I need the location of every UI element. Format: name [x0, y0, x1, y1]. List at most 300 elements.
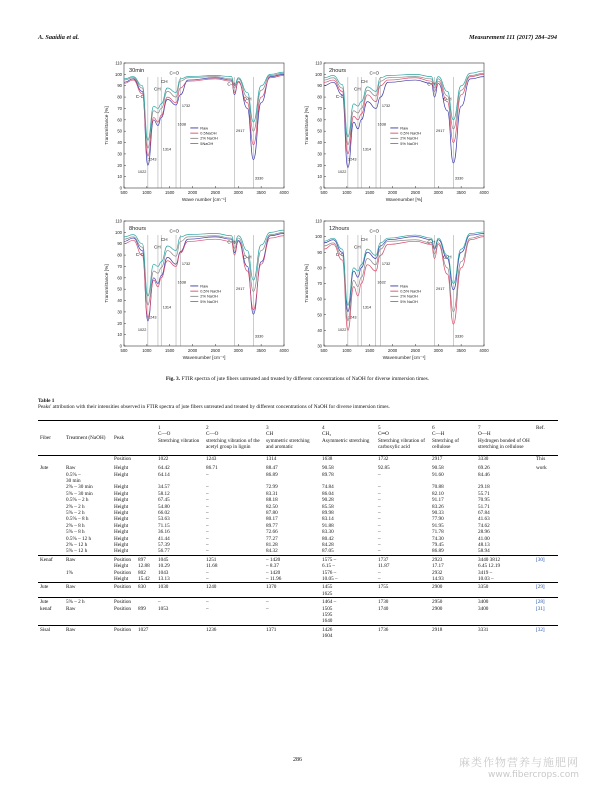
x-tick-label: 2000 — [187, 348, 198, 353]
cell-col-6: 71.78 — [432, 529, 444, 536]
cell-col-2: – — [206, 548, 209, 555]
cell-fiber: kenaf — [40, 605, 52, 612]
cell-col-3: 72.66 — [266, 529, 278, 536]
th-peak: Peak — [114, 434, 125, 441]
x-tick-label: 1000 — [342, 348, 352, 353]
cell-col-3: 77.27 — [266, 535, 278, 542]
cell-col-7: 3400 — [478, 605, 489, 612]
cell-treatment — [64, 455, 112, 465]
table-caption-text: Peaks' attribution with their intensities observed in FTIR spectra of jute fibers untreated and treated by different concentrations of NaOH for diverse immersion times. — [38, 404, 390, 410]
cell-col-4: 80.42 — [322, 535, 334, 542]
peak-label: 1314 — [362, 305, 372, 310]
ftir-panel-12hours — [300, 213, 490, 363]
cell-col-3: 82.50 — [266, 503, 278, 510]
cell-col-1: 36.16 — [158, 529, 170, 536]
cell-col-7: 69.26 — [478, 465, 490, 472]
y-tick-label: 50 — [117, 286, 122, 292]
x-tick-label: 3000 — [233, 190, 243, 195]
cell-extra — [136, 591, 156, 598]
cell-col-2: – — [206, 535, 209, 542]
y-tick-label: 0 — [119, 343, 122, 349]
cell-col-5: – — [378, 471, 381, 478]
cell-fiber: Sisal — [40, 626, 51, 633]
y-tick-label: 70 — [117, 105, 122, 111]
cell-col-6: 2923 — [432, 556, 443, 563]
cell-col-3: 87.80 — [266, 509, 278, 516]
cell-col-7: 3400 — [478, 599, 489, 606]
cell-treatment: 5% – 30 min — [66, 490, 93, 497]
legend-entry: 2% NaOH — [400, 293, 418, 299]
cell-col-7: 41.00 — [478, 535, 490, 542]
peak-label: 1243 — [348, 157, 357, 162]
cell-col-6: 91.17 — [432, 497, 444, 504]
cell-ref: [30] — [536, 556, 545, 563]
cell-peak: Height — [114, 563, 129, 570]
band-label: O-H — [443, 254, 452, 260]
x-tick-label: 2000 — [387, 190, 398, 195]
cell-col-1 — [156, 591, 204, 598]
cell-extra — [136, 618, 156, 625]
y-tick-label: 70 — [317, 281, 322, 286]
cell-col-6: 86.89 — [432, 548, 444, 555]
y-tick-label: 80 — [317, 94, 322, 100]
cell-treatment: Raw — [66, 465, 76, 472]
peak-label: 1022 — [137, 328, 147, 332]
x-tick-label: 4000 — [479, 348, 489, 353]
cell-col-5: 1740 — [378, 605, 389, 612]
cell-peak: Position — [114, 584, 132, 591]
cell-peak: Height — [114, 522, 129, 529]
cell-col-2: 11.68 — [206, 563, 218, 570]
cell-col-3: 1371 — [266, 626, 277, 633]
cell-treatment: 5% – 12 h — [66, 548, 88, 555]
cell-treatment — [64, 633, 112, 639]
cell-peak: Position — [114, 569, 132, 576]
peak-label: 2917 — [235, 128, 245, 133]
cell-col-6: 91.95 — [432, 522, 444, 529]
cell-col-7: 3440 3812 — [478, 556, 501, 563]
cell-col-4: 1595 — [322, 612, 333, 619]
x-tick-label: 500 — [320, 348, 328, 353]
panel-title: 2hours — [329, 68, 347, 74]
cell-col-6 — [430, 591, 476, 598]
cell-col-5: 1737 — [378, 556, 389, 563]
y-tick-label: 50 — [117, 128, 122, 134]
cell-col-1: 64.14 — [158, 471, 170, 478]
x-axis-label: Wavenumber [cm⁻¹] — [382, 356, 426, 361]
legend-entry: Raw — [400, 283, 409, 289]
panel-title: 30min — [129, 68, 145, 74]
cell-col-4: 86.04 — [322, 490, 334, 497]
cell-col-1: 13.13 — [158, 576, 170, 583]
cell-col-3: – 8.37 — [266, 563, 279, 570]
peak-label: 1314 — [162, 305, 172, 310]
cell-peak: Height — [114, 516, 129, 523]
y-tick-label: 90 — [117, 241, 122, 247]
cell-fiber — [38, 455, 64, 465]
cell-col-5: 92.85 — [378, 465, 390, 472]
cell-ref: work — [536, 465, 547, 472]
cell-col-5: – — [378, 548, 381, 555]
y-tick-label: 90 — [317, 83, 322, 89]
table-row — [38, 576, 558, 583]
cell-col-3: 84.32 — [266, 548, 278, 555]
th-col-4: 4 CH₃ Asymmetric stretching — [322, 425, 370, 444]
x-tick-label: 3000 — [433, 190, 443, 195]
cell-fiber — [38, 591, 64, 598]
y-tick-label: 100 — [315, 71, 322, 77]
cell-peak: Height — [114, 509, 129, 516]
th-treatment: Treatment (NaOH) — [66, 434, 106, 441]
cell-col-3: 89.77 — [266, 522, 278, 529]
cell-col-3: 83.31 — [266, 490, 278, 497]
cell-col-3: 88.18 — [266, 497, 278, 504]
table-row — [38, 548, 558, 555]
cell-col-5: – — [378, 522, 381, 529]
cell-col-1: 1045 — [158, 556, 169, 563]
table-row — [38, 455, 558, 465]
y-tick-label: 30 — [117, 151, 122, 157]
cell-col-2: 1240 — [206, 584, 217, 591]
peak-label: 1314 — [162, 147, 172, 152]
legend-entry: 5% NaOH — [400, 140, 418, 146]
cell-col-5: 11.87 — [378, 563, 390, 570]
cell-col-3 — [264, 591, 320, 598]
cell-treatment: 0.5% – 12 h — [66, 535, 92, 542]
cell-extra: 1027 — [138, 626, 149, 633]
x-tick-label: 3000 — [433, 348, 443, 353]
band-label: C=O — [169, 70, 180, 76]
y-tick-label: 10 — [317, 174, 322, 180]
cell-col-7: 51.71 — [478, 503, 490, 510]
cell-col-3: 1314 — [264, 455, 320, 465]
cell-col-1: 64.42 — [158, 465, 170, 472]
cell-col-2 — [204, 633, 264, 639]
cell-col-3: 86.89 — [266, 471, 278, 478]
cell-col-2: – — [206, 542, 209, 548]
x-tick-label: 2500 — [410, 348, 421, 353]
legend-entry: 5% NaOH — [200, 298, 218, 304]
cell-col-5 — [376, 633, 430, 639]
cell-col-4: 89.78 — [322, 471, 334, 478]
cell-col-7: 84.46 — [478, 471, 490, 478]
cell-treatment: Raw — [66, 626, 76, 633]
cell-col-7 — [476, 618, 534, 625]
cell-col-4: 74.84 — [322, 484, 334, 491]
cell-peak: Position — [114, 605, 132, 612]
th-col-3: 3 CH symmetric stretching and aromatic — [266, 425, 310, 451]
ftir-chart-2hours — [300, 55, 490, 205]
cell-col-6: 79.45 — [432, 542, 444, 548]
cell-fiber — [38, 618, 64, 625]
cell-col-6: 82.10 — [432, 490, 444, 497]
y-tick-label: 10 — [117, 174, 122, 180]
cell-col-2: – — [206, 484, 209, 491]
cell-col-4: 84.28 — [322, 542, 334, 548]
band-label: C-H — [227, 81, 236, 87]
page-number: 286 — [293, 757, 302, 763]
peak-label: 2917 — [435, 286, 445, 291]
cell-col-5: – — [378, 509, 381, 516]
cell-col-1: 58.12 — [158, 490, 170, 497]
cell-col-2: – — [206, 522, 209, 529]
cell-extra — [136, 455, 156, 465]
y-tick-label: 10 — [117, 332, 122, 338]
cell-col-5: 1732 — [376, 455, 430, 465]
cell-fiber — [38, 576, 64, 583]
x-tick-label: 3000 — [233, 348, 243, 353]
y-tick-label: 110 — [315, 60, 322, 66]
cell-treatment — [64, 618, 112, 625]
cell-peak: Height — [114, 471, 129, 478]
cell-col-5 — [376, 618, 430, 625]
cell-treatment: Raw — [66, 584, 76, 591]
cell-col-6: 2932 — [432, 569, 443, 576]
cell-col-2 — [204, 618, 264, 625]
peak-label: 3330 — [254, 334, 264, 339]
band-label: C-O — [335, 94, 345, 99]
peak-label: 1732 — [181, 261, 191, 266]
cell-peak — [112, 633, 136, 639]
x-tick-label: 3500 — [256, 348, 266, 353]
table-label: Table 1 — [38, 398, 55, 404]
cell-peak: Height — [114, 529, 129, 536]
band-label: CH — [360, 79, 368, 84]
cell-col-4: 6.15 – — [322, 563, 335, 570]
ftir-panel-30min — [100, 55, 290, 205]
peak-label: 1732 — [381, 103, 391, 108]
cell-extra — [136, 548, 156, 555]
cell-col-6: 74.30 — [432, 535, 444, 542]
y-tick-label: 110 — [115, 60, 122, 66]
cell-col-2: – — [206, 509, 209, 516]
table-row — [38, 618, 558, 625]
y-axis-label: Transmittance [%] — [105, 106, 110, 145]
cell-col-7: 3350 — [478, 584, 489, 591]
cell-col-7: 10.03 – — [478, 576, 494, 583]
th-fiber: Fiber — [40, 434, 51, 441]
y-tick-label: 80 — [117, 252, 122, 258]
y-tick-label: 110 — [115, 218, 122, 224]
band-label: CH — [154, 244, 161, 250]
cell-treatment: 2% – 8 h — [66, 522, 85, 529]
cell-col-6: 77.90 — [432, 516, 444, 523]
peak-label: 2917 — [435, 128, 445, 133]
cell-col-2: – — [206, 503, 209, 510]
cell-treatment: Raw — [66, 556, 76, 563]
table-row — [38, 633, 558, 639]
x-tick-label: 4000 — [279, 348, 289, 353]
legend-entry: 0,5% NaOH — [400, 130, 422, 136]
cell-col-6: 70.88 — [432, 484, 444, 491]
cell-peak — [112, 591, 136, 598]
cell-col-7: 29.18 — [478, 484, 490, 491]
cell-col-1: 71.15 — [158, 522, 170, 529]
cell-col-5: – — [378, 484, 381, 491]
cell-col-4: 1625 — [322, 590, 333, 597]
y-tick-label: 70 — [317, 105, 322, 111]
legend-entry: 2% NaOH — [200, 135, 218, 141]
y-tick-label: 50 — [317, 312, 322, 318]
th-col-1: 1 C—O Stretching vibration — [158, 425, 200, 444]
cell-col-4: 1455 — [322, 584, 333, 591]
cell-col-1: 1022 — [156, 455, 204, 465]
cell-col-2: – — [206, 471, 209, 478]
y-tick-label: 20 — [117, 320, 122, 326]
cell-col-6: 14.93 — [432, 576, 444, 583]
cell-col-7: 48.13 — [478, 542, 490, 548]
peak-label: 1638 — [377, 122, 386, 127]
table-header-row — [38, 421, 558, 455]
th-ref: Ref. — [536, 425, 545, 431]
running-header-authors: A. Saaidia et al. — [38, 34, 80, 41]
cell-col-5: – — [378, 516, 381, 523]
cell-col-6: 2950 — [432, 599, 443, 606]
cell-col-3 — [264, 618, 320, 625]
legend-entry: 2% NaOH — [400, 135, 418, 141]
cell-col-5: – — [378, 569, 381, 576]
cell-peak: Position — [114, 599, 132, 606]
y-tick-label: 30 — [317, 151, 322, 157]
cell-col-4: 1640 — [322, 618, 333, 625]
cell-col-5: – — [378, 529, 381, 536]
watermark — [459, 754, 579, 780]
cell-treatment: 0.5% – 2 h — [66, 497, 89, 504]
band-label: C-O — [135, 252, 145, 257]
cell-col-1: 41.44 — [158, 535, 170, 542]
table-row — [38, 591, 558, 598]
cell-col-7: 6.45 12.19 — [478, 563, 501, 570]
cell-col-1: 53.63 — [158, 516, 170, 523]
x-tick-label: 500 — [120, 348, 128, 353]
cell-fiber: Jute — [40, 465, 49, 472]
peak-label: 3330 — [254, 176, 264, 181]
cell-ref: This — [534, 455, 558, 465]
x-tick-label: 4000 — [279, 190, 289, 195]
y-axis-label: Transmittance [%] — [105, 264, 110, 303]
cell-treatment: 0.5% – 8 h — [66, 516, 89, 523]
y-tick-label: 30 — [317, 343, 322, 349]
cell-peak: Height — [114, 576, 129, 583]
legend-entry: Raw — [400, 125, 409, 131]
cell-treatment: 0.5% – — [66, 471, 81, 478]
ftir-chart-8hours — [100, 213, 290, 363]
cell-col-3: – — [266, 599, 269, 606]
cell-extra: 802 — [138, 569, 146, 576]
cell-col-1: 57.39 — [158, 542, 170, 548]
legend-entry: 5% NaOH — [400, 298, 418, 304]
cell-col-4: 1426 — [322, 626, 333, 633]
peaks-table — [38, 421, 558, 640]
peak-label: 1638 — [177, 122, 186, 127]
band-label: C-H — [227, 239, 236, 245]
cell-col-4: 91.88 — [322, 522, 334, 529]
cell-extra: 830 — [138, 584, 146, 591]
cell-ref: [28] — [536, 599, 545, 606]
peak-label: 1022 — [137, 170, 147, 174]
y-tick-label: 70 — [117, 263, 122, 269]
y-tick-label: 0 — [319, 185, 322, 191]
x-tick-label: 2500 — [410, 190, 421, 195]
cell-col-1: 1030 — [158, 584, 169, 591]
cell-col-4: 90.58 — [322, 465, 334, 472]
peak-label: 1314 — [362, 147, 372, 152]
cell-peak: Height — [114, 497, 129, 504]
y-tick-label: 30 — [117, 309, 122, 315]
panel-title: 8hours — [129, 226, 147, 232]
cell-ref — [534, 591, 558, 598]
th-col-5: 5 C═O Stretching vibration of carboxylic acid — [378, 425, 425, 451]
cell-col-7: 3331 — [478, 626, 489, 633]
cell-col-6: 2918 — [432, 626, 443, 633]
cell-col-5: – — [378, 503, 381, 510]
cell-ref: [32] — [536, 626, 545, 633]
cell-col-7: 67.84 — [478, 509, 490, 516]
cell-col-5: – — [378, 542, 381, 548]
peak-label: 3330 — [454, 176, 464, 181]
band-label: C-H — [427, 239, 436, 245]
cell-col-2: – — [206, 605, 209, 612]
cell-col-4: 87.05 — [322, 548, 334, 555]
cell-col-1: 56.77 — [158, 548, 170, 555]
band-label: O-H — [243, 96, 252, 102]
y-tick-label: 60 — [117, 275, 122, 281]
band-label: CH — [160, 79, 168, 84]
band-label: C=O — [369, 228, 380, 234]
legend-entry: 0,5% NaOH — [200, 288, 222, 294]
ftir-panel-8hours — [100, 213, 290, 363]
peak-label: 1022 — [337, 170, 347, 174]
cell-col-6: 83.26 — [432, 503, 444, 510]
cell-ref: [29] — [536, 584, 545, 591]
cell-treatment: Raw — [66, 605, 76, 612]
x-tick-label: 2000 — [187, 190, 198, 195]
y-tick-label: 60 — [317, 117, 322, 123]
band-label: O-H — [443, 96, 452, 102]
cell-col-2: – — [206, 576, 209, 583]
cell-fiber: Jute — [40, 599, 49, 606]
cell-col-6 — [430, 618, 476, 625]
cell-col-1: 10.29 — [158, 563, 170, 570]
cell-col-2: 1236 — [206, 626, 217, 633]
legend-entry: Raw — [200, 125, 209, 131]
cell-col-4: 10.05 – — [322, 576, 338, 583]
cell-col-7: 41.63 — [478, 516, 490, 523]
cell-ref — [534, 633, 558, 639]
cell-col-3: – 11.96 — [266, 576, 282, 583]
cell-col-6: 91.60 — [432, 471, 444, 478]
y-tick-label: 60 — [317, 296, 322, 302]
cell-col-4: 1575 – — [322, 556, 337, 563]
cell-col-1 — [156, 633, 204, 639]
x-tick-label: 1000 — [142, 190, 152, 195]
cell-ref — [534, 576, 558, 583]
cell-fiber — [38, 633, 64, 639]
cell-col-1 — [156, 618, 204, 625]
cell-col-4: 1638 — [320, 455, 376, 465]
panel-title: 12hours — [329, 226, 350, 232]
y-tick-label: 110 — [315, 218, 322, 224]
cell-peak — [112, 618, 136, 625]
running-header-journal: Measurement 111 (2017) 284–294 — [469, 34, 557, 41]
x-tick-label: 2500 — [210, 190, 221, 195]
y-tick-label: 100 — [115, 229, 122, 235]
band-label: CH — [354, 244, 361, 250]
peak-label: 3330 — [454, 334, 464, 339]
cell-col-1: 1043 — [158, 569, 169, 576]
cell-col-3 — [264, 633, 320, 639]
ftir-panel-2hours — [300, 55, 490, 205]
